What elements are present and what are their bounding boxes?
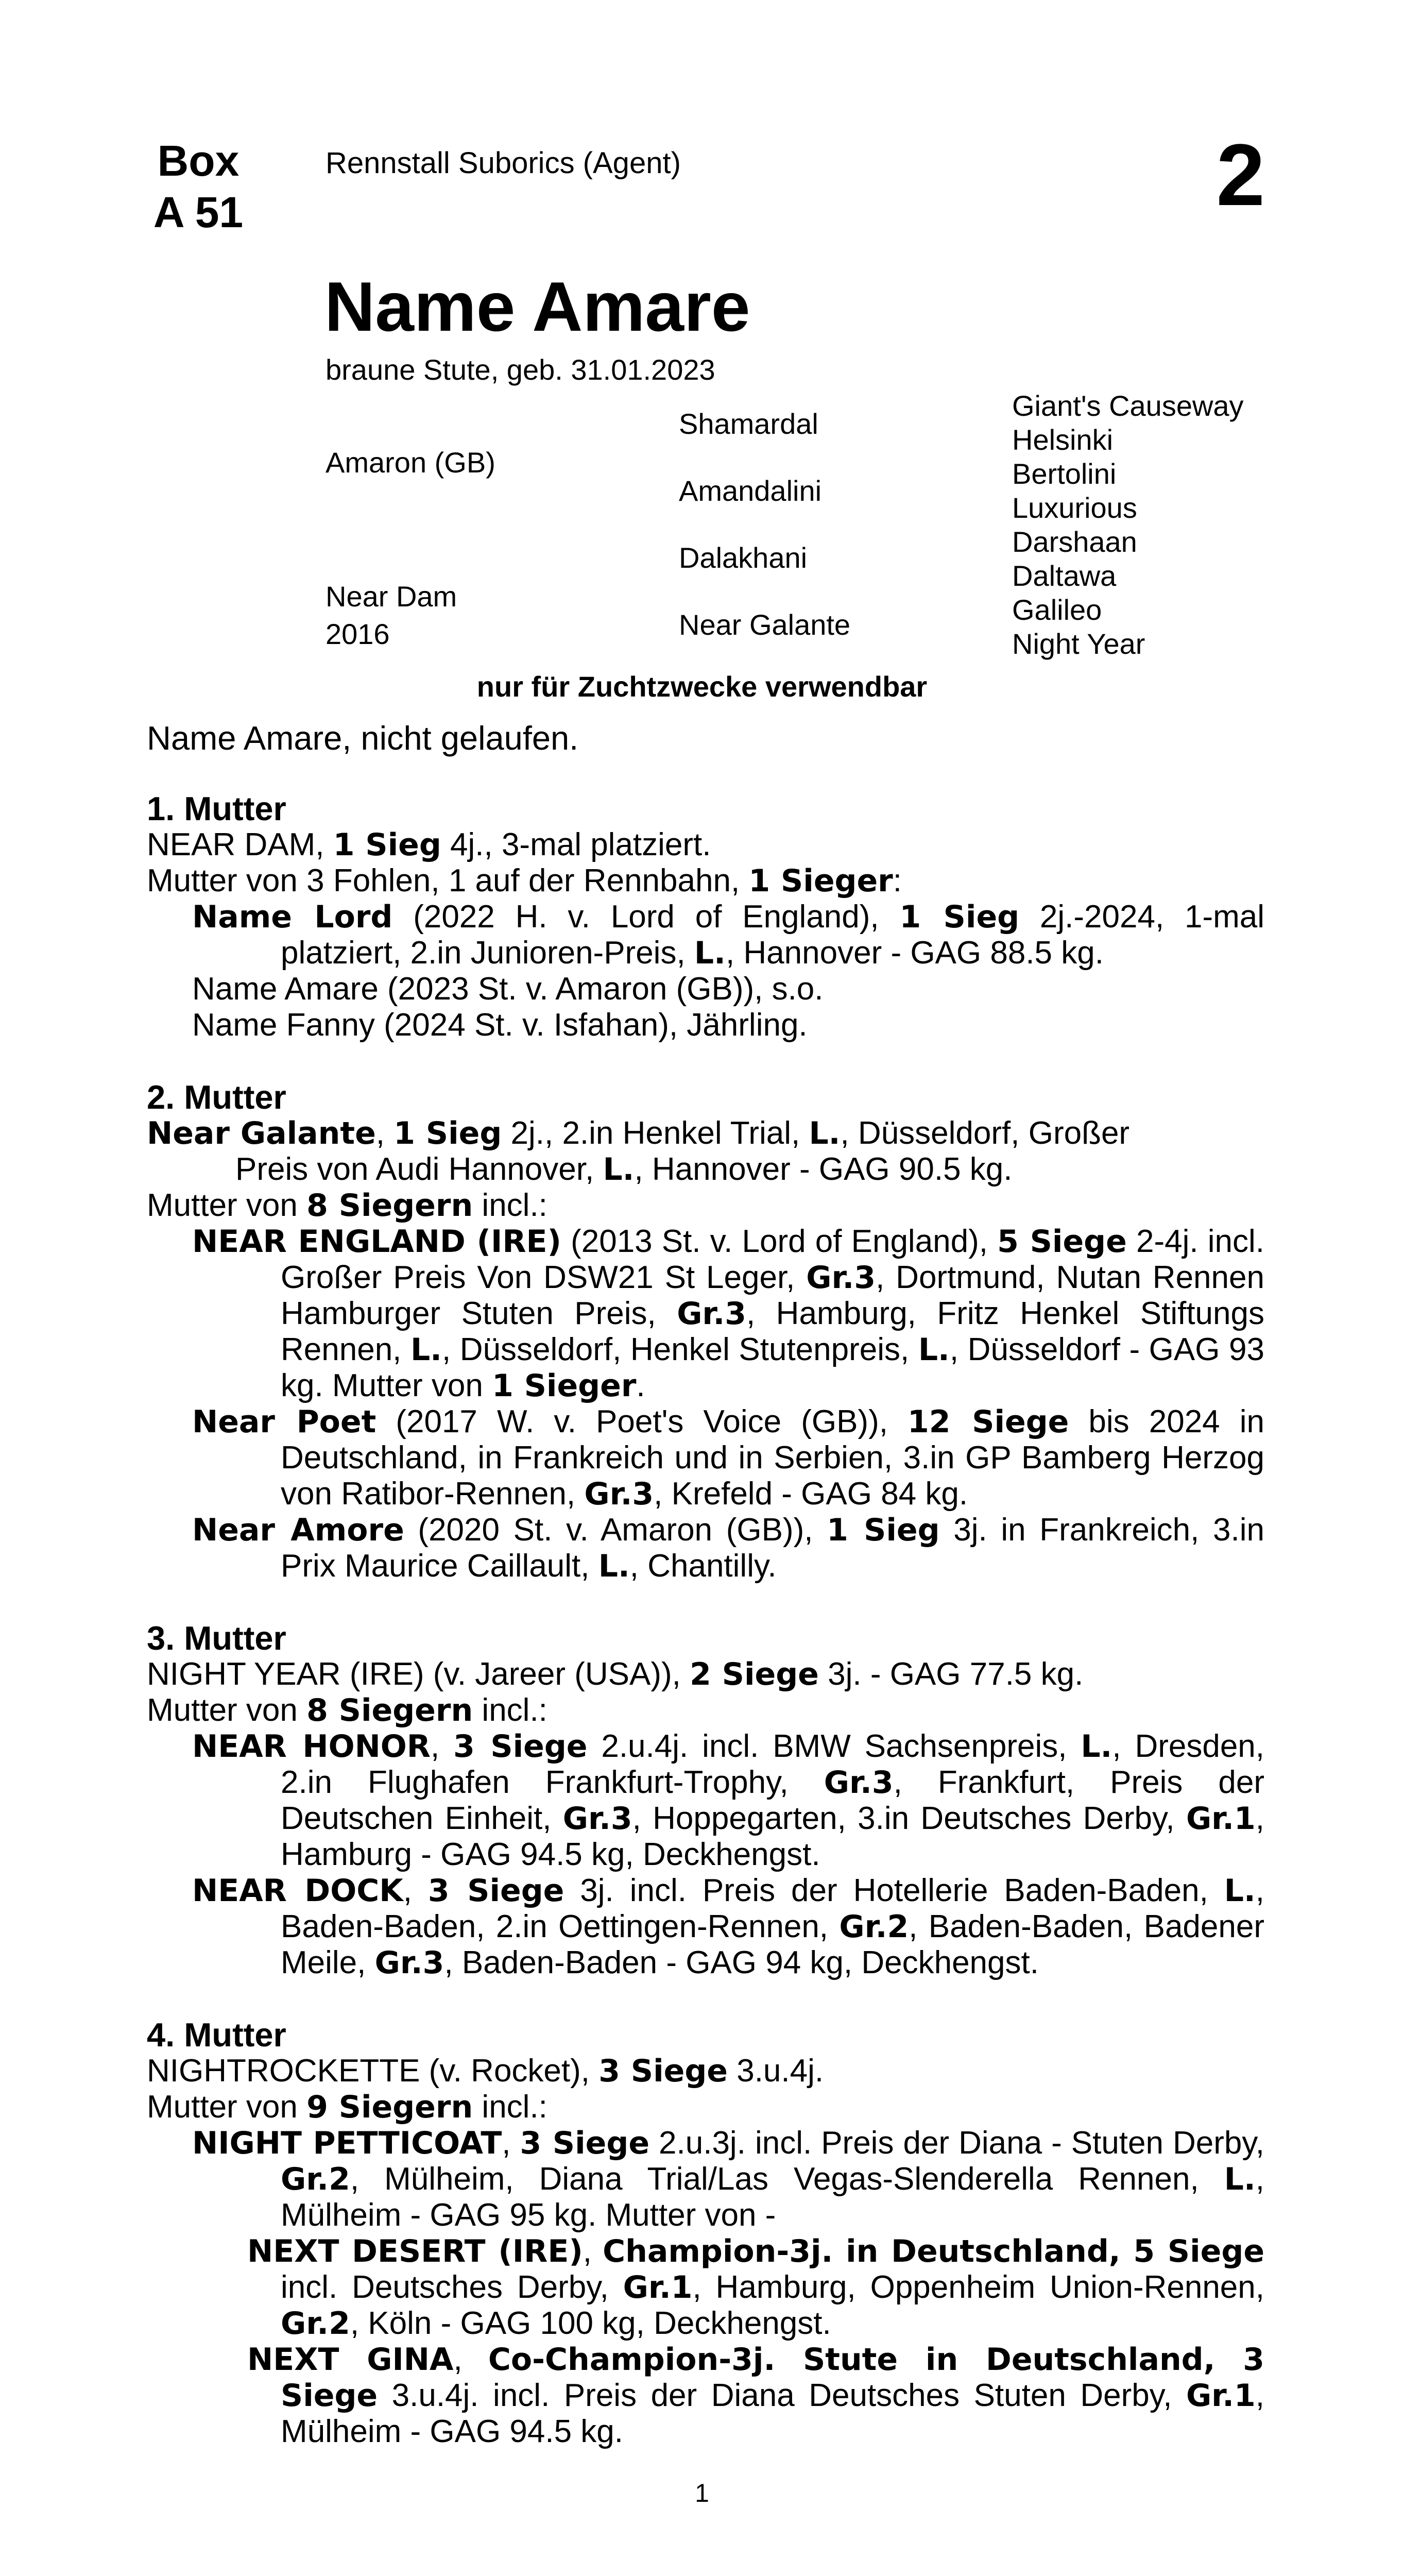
section-title: 1. Mutter bbox=[147, 790, 286, 827]
bold-text: 1 Sieg bbox=[899, 899, 1020, 935]
text-run: (2017 W. v. Poet's Voice (GB)), bbox=[376, 1404, 908, 1439]
pedigree-gen3-item: Daltawa bbox=[1012, 560, 1117, 592]
page-number: 1 bbox=[695, 2479, 709, 2507]
bold-text: Gr.3 bbox=[824, 1765, 894, 1801]
bold-text: Near Amore bbox=[192, 1512, 404, 1548]
pedigree-sire-sire: Shamardal bbox=[679, 408, 818, 440]
bold-text: Gr.2 bbox=[281, 2161, 350, 2197]
offspring-entry bbox=[192, 1404, 1264, 1512]
text-run: , Dortmund, Nutan Rennen Hamburger Stuten Preis, bbox=[281, 1260, 1264, 1331]
pedigree-dam-dam: Near Galante bbox=[679, 608, 851, 641]
pedigree-dam: Near Dam bbox=[326, 580, 457, 613]
text-run: 3.u.4j. incl. Preis der Diana Deutsches Stuten Derby, bbox=[378, 2378, 1186, 2413]
text-run: 3.u.4j. bbox=[728, 2053, 824, 2089]
text-run: NIGHTROCKETTE (v. Rocket), bbox=[147, 2053, 599, 2089]
horse-description: braune Stute, geb. 31.01.2023 bbox=[326, 353, 715, 386]
text-run: 2.u.4j. incl. BMW Sachsenpreis, bbox=[587, 1728, 1081, 1764]
pedigree-gen3-item: Giant's Causeway bbox=[1012, 389, 1244, 422]
bold-text: NEXT DESERT (IRE) bbox=[247, 2233, 583, 2269]
text-run: , bbox=[403, 1873, 428, 1908]
offspring-entry bbox=[192, 1873, 1264, 1981]
dam-section bbox=[147, 1620, 1264, 1981]
dam-record-line bbox=[147, 1188, 1264, 1224]
text-run: , Baden-Baden, 2.in Oettingen-Rennen, bbox=[281, 1873, 1264, 1944]
dam-record-line bbox=[147, 1151, 1264, 1188]
text-run: NIGHT YEAR (IRE) (v. Jareer (USA)), bbox=[147, 1656, 690, 1692]
text-run: , Chantilly. bbox=[629, 1548, 777, 1584]
text-run: , Krefeld - GAG 84 kg. bbox=[654, 1476, 968, 1512]
text-run: , Hamburg, Oppenheim Union-Rennen, bbox=[692, 2269, 1264, 2305]
text-run: Mutter von bbox=[147, 1188, 307, 1223]
bold-text: L. bbox=[1081, 1728, 1112, 1765]
bold-text: L. bbox=[809, 1115, 841, 1151]
pedigree-sire-dam: Amandalini bbox=[679, 474, 822, 507]
bold-text: 3 Siege bbox=[520, 2125, 650, 2161]
text-run: incl.: bbox=[473, 1692, 547, 1728]
horse-name: Name Amare bbox=[324, 267, 750, 346]
bold-text: Near Poet bbox=[192, 1404, 376, 1440]
text-run: , Hannover - GAG 88.5 kg. bbox=[725, 935, 1104, 971]
text-run: , Hamburg, Fritz Henkel Stiftungs Rennen, bbox=[281, 1296, 1264, 1367]
bold-text: 9 Siegern bbox=[306, 2089, 473, 2125]
offspring-entry bbox=[192, 2125, 1264, 2233]
text-run: 2.u.3j. incl. Preis der Diana - Stuten Derby, bbox=[649, 2125, 1264, 2161]
bold-text: L. bbox=[694, 935, 726, 971]
bold-text: Gr.3 bbox=[806, 1260, 876, 1296]
bold-text: Gr.1 bbox=[1186, 2378, 1256, 2414]
section-title: 3. Mutter bbox=[147, 1619, 286, 1657]
consignor: Rennstall Suborics (Agent) bbox=[326, 146, 681, 180]
bold-text: 8 Siegern bbox=[306, 1692, 473, 1728]
text-run: NEAR DAM, bbox=[147, 827, 333, 862]
section-title: 2. Mutter bbox=[147, 1078, 286, 1116]
text-run: , Mülheim - GAG 94.5 kg. bbox=[281, 2378, 1264, 2449]
text-run: , bbox=[502, 2125, 520, 2161]
offspring-entry bbox=[192, 971, 1264, 1007]
text-run: , Hoppegarten, 3.in Deutsches Derby, bbox=[632, 1801, 1186, 1836]
text-run: incl.: bbox=[473, 1188, 547, 1223]
section-title: 4. Mutter bbox=[147, 2016, 286, 2054]
dam-section bbox=[147, 1079, 1264, 1584]
dam-section bbox=[147, 791, 1264, 1043]
bold-text: Gr.3 bbox=[562, 1801, 632, 1837]
bold-text: 1 Sieg bbox=[393, 1115, 502, 1151]
offspring-entry bbox=[192, 1224, 1264, 1404]
text-run: , Baden-Baden, Badener Meile, bbox=[281, 1909, 1265, 1980]
text-run: : bbox=[893, 863, 902, 899]
bold-text: 1 Sieger bbox=[492, 1368, 637, 1404]
text-run: , Düsseldorf - GAG 93 kg. Mutter von bbox=[281, 1332, 1264, 1403]
bold-text: 1 Sieger bbox=[748, 863, 893, 899]
text-run: Preis von Audi Hannover, bbox=[235, 1151, 603, 1187]
pedigree-gen3-item: Night Year bbox=[1012, 628, 1145, 660]
dam-record-line bbox=[147, 1656, 1264, 1692]
bold-text: 3 Siege bbox=[598, 2053, 728, 2089]
pedigree-gen3-item: Helsinki bbox=[1012, 423, 1114, 456]
dam-section bbox=[147, 2017, 1264, 2450]
text-run: , Düsseldorf, Großer bbox=[840, 1115, 1130, 1151]
text-run: (2022 H. v. Lord of England), bbox=[392, 899, 900, 935]
bold-text: Champion-3j. in Deutschland, 5 Siege bbox=[603, 2233, 1265, 2269]
text-run: Name Amare (2023 St. v. Amaron (GB)), s.o. bbox=[192, 971, 824, 1007]
bold-text: Gr.3 bbox=[677, 1296, 747, 1332]
text-run: , Mülheim - GAG 95 kg. Mutter von - bbox=[281, 2161, 1264, 2233]
bold-text: NEXT GINA bbox=[247, 2342, 454, 2378]
offspring-entry bbox=[192, 1512, 1264, 1584]
text-run: , bbox=[431, 1728, 454, 1764]
bold-text: NEAR DOCK bbox=[192, 1873, 403, 1909]
bold-text: 5 Siege bbox=[997, 1224, 1127, 1260]
bold-text: 1 Sieg bbox=[333, 827, 441, 863]
text-run: (2020 St. v. Amaron (GB)), bbox=[404, 1512, 827, 1548]
text-run: 2-4j. incl. Großer Preis Von DSW21 St Leger, bbox=[281, 1224, 1264, 1295]
bold-text: L. bbox=[598, 1548, 630, 1584]
dam-record-line bbox=[147, 863, 1264, 899]
box-label bbox=[147, 135, 250, 238]
offspring-entry bbox=[192, 1728, 1264, 1873]
text-run: , Hamburg - GAG 94.5 kg, Deckhengst. bbox=[281, 1801, 1264, 1872]
bold-text: NEAR HONOR bbox=[192, 1728, 431, 1765]
offspring-entry bbox=[247, 2233, 1264, 2342]
text-run: , bbox=[375, 1115, 394, 1151]
dam-record-line bbox=[147, 1115, 1264, 1151]
text-run: 3j. - GAG 77.5 kg. bbox=[818, 1656, 1084, 1692]
dam-record-line bbox=[147, 827, 1264, 863]
dam-record-line bbox=[147, 2053, 1264, 2089]
box-number: A 51 bbox=[153, 188, 244, 236]
text-run: , Baden-Baden - GAG 94 kg, Deckhengst. bbox=[444, 1945, 1039, 1980]
box-label-text: Box bbox=[157, 137, 239, 185]
text-run: Mutter von 3 Fohlen, 1 auf der Rennbahn, bbox=[147, 863, 749, 899]
pedigree-dam-sire: Dalakhani bbox=[679, 541, 808, 574]
pedigree-dam-year: 2016 bbox=[326, 618, 390, 650]
text-run: 3j. incl. Preis der Hotellerie Baden-Baden, bbox=[564, 1873, 1224, 1908]
bold-text: NEAR ENGLAND (IRE) bbox=[192, 1224, 561, 1260]
bold-text: L. bbox=[410, 1332, 442, 1368]
bold-text: L. bbox=[1224, 1873, 1256, 1909]
pedigree-gen3-item: Galileo bbox=[1012, 594, 1102, 626]
bold-text: Gr.3 bbox=[374, 1945, 444, 1981]
lot-number: 2 bbox=[1216, 126, 1265, 224]
bold-text: 12 Siege bbox=[908, 1404, 1069, 1440]
pedigree-gen3-item: Bertolini bbox=[1012, 457, 1117, 490]
dam-record-line bbox=[147, 2089, 1264, 2125]
race-summary: Name Amare, nicht gelaufen. bbox=[147, 719, 579, 757]
text-run: , bbox=[583, 2233, 603, 2269]
pedigree-third-generation bbox=[1012, 389, 1244, 661]
bold-text: Name Lord bbox=[192, 899, 393, 935]
bold-text: Gr.3 bbox=[584, 1476, 654, 1512]
text-run: , Köln - GAG 100 kg, Deckhengst. bbox=[350, 2306, 831, 2341]
bold-text: 8 Siegern bbox=[306, 1188, 473, 1224]
bold-text: L. bbox=[1224, 2161, 1256, 2197]
offspring-entry bbox=[247, 2342, 1264, 2450]
bold-text: Gr.2 bbox=[281, 2306, 350, 2342]
bold-text: NIGHT PETTICOAT bbox=[192, 2125, 502, 2161]
text-run: Name Fanny (2024 St. v. Isfahan), Jährling. bbox=[192, 1007, 808, 1043]
bold-text: Gr.2 bbox=[839, 1909, 909, 1945]
bold-text: 1 Sieg bbox=[827, 1512, 940, 1548]
text-run: incl. Deutsches Derby, bbox=[281, 2269, 623, 2305]
text-run: Mutter von bbox=[147, 2089, 307, 2125]
text-run: , Hannover - GAG 90.5 kg. bbox=[634, 1151, 1013, 1187]
text-run: , Frankfurt, Preis der Deutschen Einheit, bbox=[281, 1765, 1264, 1836]
bold-text: L. bbox=[918, 1332, 950, 1368]
text-run: , Dresden, 2.in Flughafen Frankfurt-Trophy, bbox=[281, 1728, 1265, 1800]
offspring-entry bbox=[192, 899, 1264, 971]
pedigree-gen3-item: Darshaan bbox=[1012, 526, 1137, 558]
text-run: , Mülheim, Diana Trial/Las Vegas-Slenderella Rennen, bbox=[350, 2161, 1224, 2197]
text-run: , bbox=[453, 2342, 488, 2377]
text-run: , Düsseldorf, Henkel Stutenpreis, bbox=[441, 1332, 918, 1367]
bold-text: 2 Siege bbox=[690, 1656, 819, 1692]
text-run: 4j., 3-mal platziert. bbox=[441, 827, 711, 862]
text-run: 2j.-2024, 1-mal platziert, 2.in Junioren-Preis, bbox=[281, 899, 1265, 971]
bold-text: 3 Siege bbox=[427, 1873, 564, 1909]
offspring-entry bbox=[192, 1007, 1264, 1043]
text-run: bis 2024 in Deutschland, in Frankreich und in Serbien, 3.in GP Bamberg Herzog von Ratibor-Rennen, bbox=[281, 1404, 1264, 1512]
text-run: (2013 St. v. Lord of England), bbox=[561, 1224, 998, 1259]
usage-note: nur für Zuchtzwecke verwendbar bbox=[476, 670, 928, 703]
pedigree-sire: Amaron (GB) bbox=[326, 446, 495, 479]
text-run: Mutter von bbox=[147, 1692, 307, 1728]
text-run: 3j. in Frankreich, 3.in Prix Maurice Caillault, bbox=[281, 1512, 1264, 1584]
bold-text: 3 Siege bbox=[453, 1728, 588, 1765]
bold-text: L. bbox=[603, 1151, 635, 1188]
text-run: 2j., 2.in Henkel Trial, bbox=[502, 1115, 809, 1151]
text-run: . bbox=[636, 1368, 645, 1403]
bold-text: Co-Champion-3j. Stute in Deutschland, 3 Siege bbox=[281, 2342, 1265, 2414]
pedigree-gen3-item: Luxurious bbox=[1012, 492, 1137, 524]
bold-text: Gr.1 bbox=[623, 2269, 693, 2306]
bold-text: Gr.1 bbox=[1186, 1801, 1256, 1837]
dam-line-sections bbox=[147, 791, 1264, 2486]
bold-text: Near Galante bbox=[147, 1115, 376, 1151]
dam-record-line bbox=[147, 1692, 1264, 1728]
text-run: incl.: bbox=[473, 2089, 547, 2125]
